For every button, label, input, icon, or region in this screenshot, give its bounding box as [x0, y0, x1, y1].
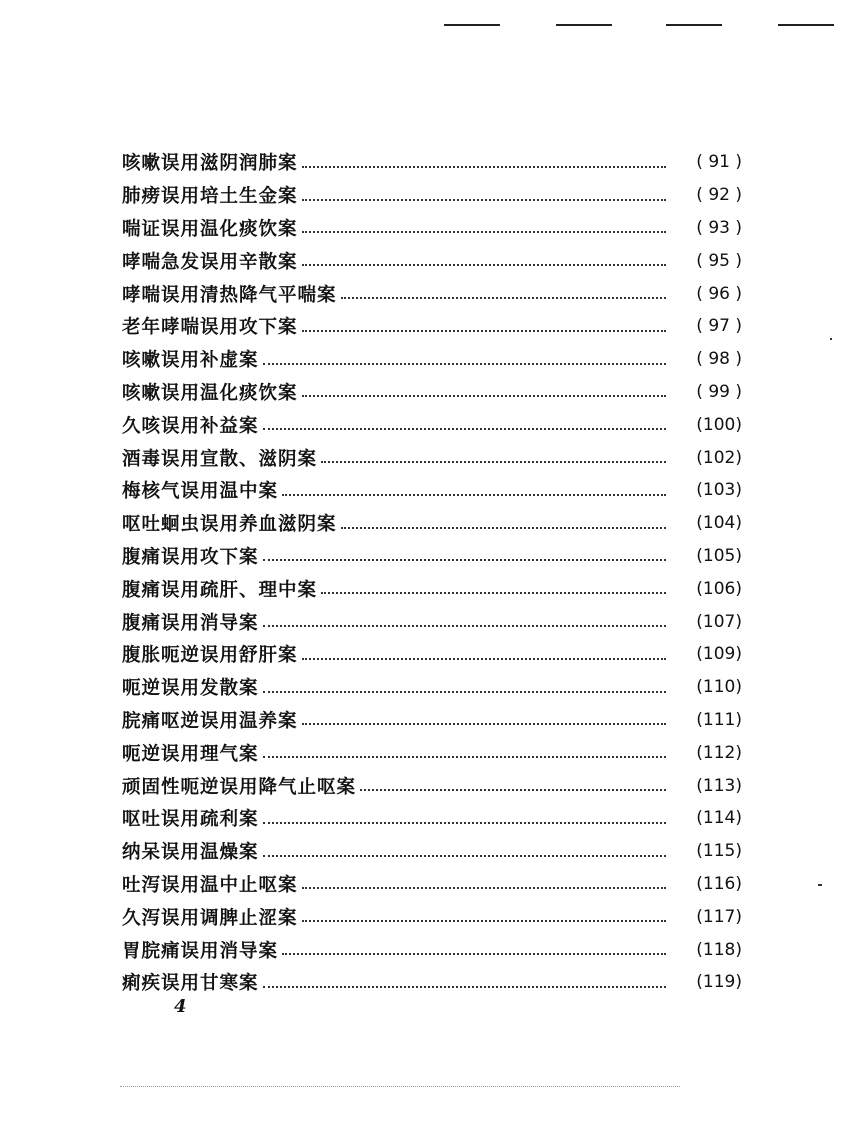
toc-leader-dots — [263, 755, 666, 758]
toc-entry-page: (115) — [696, 841, 742, 862]
toc-entry — [122, 540, 742, 573]
toc-entry-page: ( 92 ) — [696, 185, 742, 206]
header-rule — [444, 24, 500, 26]
toc-entry-page: ( 97 ) — [696, 316, 742, 337]
toc-entry-page: (109) — [696, 644, 742, 665]
toc-entry-title: 呕吐蛔虫误用养血滋阴案 — [122, 514, 337, 536]
toc-entry-title: 吐泻误用温中止呕案 — [122, 874, 298, 896]
toc-entry — [122, 900, 742, 933]
toc-leader-dots — [302, 394, 666, 397]
toc-leader-dots — [263, 854, 666, 857]
scan-noise-line — [120, 1085, 680, 1087]
toc-leader-dots — [263, 821, 666, 824]
toc-entry-title: 梅核气误用温中案 — [122, 481, 279, 503]
toc-entry-page: (107) — [696, 611, 742, 632]
toc-entry-page: (113) — [696, 775, 742, 796]
toc-leader-dots — [360, 788, 666, 791]
toc-entry — [122, 769, 742, 802]
toc-entry-title: 喘证误用温化痰饮案 — [122, 218, 298, 240]
toc-entry-title: 顽固性呃逆误用降气止呕案 — [122, 776, 357, 798]
scan-speck — [830, 338, 832, 340]
toc-entry — [122, 474, 742, 507]
toc-entry — [122, 441, 742, 474]
toc-entry-page: (105) — [696, 545, 742, 566]
toc-entry — [122, 605, 742, 638]
toc-entry-page: (103) — [696, 480, 742, 501]
toc-entry — [122, 868, 742, 901]
header-rule — [556, 24, 612, 26]
toc-entry-page: (114) — [696, 808, 742, 829]
toc-entry-title: 咳嗽误用滋阴润肺案 — [122, 153, 298, 175]
toc-leader-dots — [263, 427, 666, 430]
toc-leader-dots — [321, 591, 666, 594]
toc-leader-dots — [302, 198, 666, 201]
toc-leader-dots — [302, 329, 666, 332]
toc-entry-title: 腹胀呃逆误用舒肝案 — [122, 645, 298, 667]
toc-entry — [122, 146, 742, 179]
toc-entry — [122, 244, 742, 277]
toc-entry-title: 老年哮喘误用攻下案 — [122, 317, 298, 339]
toc-entry-page: ( 96 ) — [696, 283, 742, 304]
toc-entry-page: (118) — [696, 939, 742, 960]
toc-entry — [122, 343, 742, 376]
toc-entry-page: ( 99 ) — [696, 381, 742, 402]
toc-leader-dots — [263, 624, 666, 627]
header-rule — [778, 24, 834, 26]
toc-leader-dots — [302, 919, 666, 922]
toc-entry-title: 哮喘误用清热降气平喘案 — [122, 284, 337, 306]
toc-entry — [122, 212, 742, 245]
toc-entry-title: 呃逆误用发散案 — [122, 678, 259, 700]
toc-entry-page: (100) — [696, 414, 742, 435]
header-rules — [0, 24, 866, 28]
table-of-contents — [122, 146, 742, 999]
toc-entry-title: 咳嗽误用温化痰饮案 — [122, 382, 298, 404]
toc-entry — [122, 671, 742, 704]
header-rule — [666, 24, 722, 26]
toc-entry-title: 呃逆误用理气案 — [122, 743, 259, 765]
toc-entry-title: 肺痨误用培土生金案 — [122, 186, 298, 208]
toc-entry — [122, 704, 742, 737]
toc-entry — [122, 408, 742, 441]
toc-entry-page: (112) — [696, 742, 742, 763]
toc-entry-title: 胃脘痛误用消导案 — [122, 940, 279, 962]
page-number: 4 — [174, 996, 187, 1017]
toc-entry-page: (111) — [696, 709, 742, 730]
toc-leader-dots — [321, 460, 666, 463]
toc-entry — [122, 179, 742, 212]
toc-leader-dots — [263, 690, 666, 693]
toc-entry-page: (116) — [696, 873, 742, 894]
toc-entry-title: 纳呆误用温燥案 — [122, 842, 259, 864]
toc-entry-page: (119) — [696, 972, 742, 993]
toc-leader-dots — [263, 558, 666, 561]
toc-leader-dots — [302, 886, 666, 889]
toc-leader-dots — [341, 526, 666, 529]
toc-entry-page: (102) — [696, 447, 742, 468]
toc-entry — [122, 835, 742, 868]
toc-leader-dots — [302, 230, 666, 233]
toc-leader-dots — [341, 296, 666, 299]
toc-entry-title: 腹痛误用攻下案 — [122, 546, 259, 568]
toc-entry-title: 酒毒误用宣散、滋阴案 — [122, 448, 318, 470]
toc-leader-dots — [302, 722, 666, 725]
toc-entry-title: 腹痛误用疏肝、理中案 — [122, 579, 318, 601]
toc-entry-title: 呕吐误用疏利案 — [122, 809, 259, 831]
toc-entry-page: ( 95 ) — [696, 250, 742, 271]
toc-entry-page: (106) — [696, 578, 742, 599]
toc-leader-dots — [302, 657, 666, 660]
toc-entry-page: (104) — [696, 513, 742, 534]
toc-entry-page: (117) — [696, 906, 742, 927]
toc-entry — [122, 310, 742, 343]
toc-leader-dots — [282, 952, 666, 955]
scan-speck — [818, 884, 822, 886]
toc-leader-dots — [302, 263, 666, 266]
toc-entry-title: 痢疾误用甘寒案 — [122, 973, 259, 995]
toc-entry-title: 哮喘急发误用辛散案 — [122, 251, 298, 273]
toc-entry-title: 腹痛误用消导案 — [122, 612, 259, 634]
toc-entry — [122, 376, 742, 409]
toc-entry-page: ( 91 ) — [696, 152, 742, 173]
toc-entry-title: 久泻误用调脾止涩案 — [122, 907, 298, 929]
toc-entry — [122, 638, 742, 671]
toc-entry-title: 脘痛呕逆误用温养案 — [122, 710, 298, 732]
toc-entry — [122, 572, 742, 605]
toc-leader-dots — [302, 165, 666, 168]
toc-entry — [122, 802, 742, 835]
toc-entry — [122, 277, 742, 310]
toc-entry-title: 咳嗽误用补虚案 — [122, 350, 259, 372]
toc-entry-page: ( 98 ) — [696, 349, 742, 370]
toc-leader-dots — [263, 362, 666, 365]
toc-leader-dots — [263, 985, 666, 988]
toc-entry-page: ( 93 ) — [696, 217, 742, 238]
toc-entry — [122, 933, 742, 966]
toc-entry — [122, 507, 742, 540]
toc-entry — [122, 966, 742, 999]
toc-leader-dots — [282, 493, 666, 496]
toc-entry — [122, 736, 742, 769]
toc-entry-page: (110) — [696, 677, 742, 698]
toc-entry-title: 久咳误用补益案 — [122, 415, 259, 437]
